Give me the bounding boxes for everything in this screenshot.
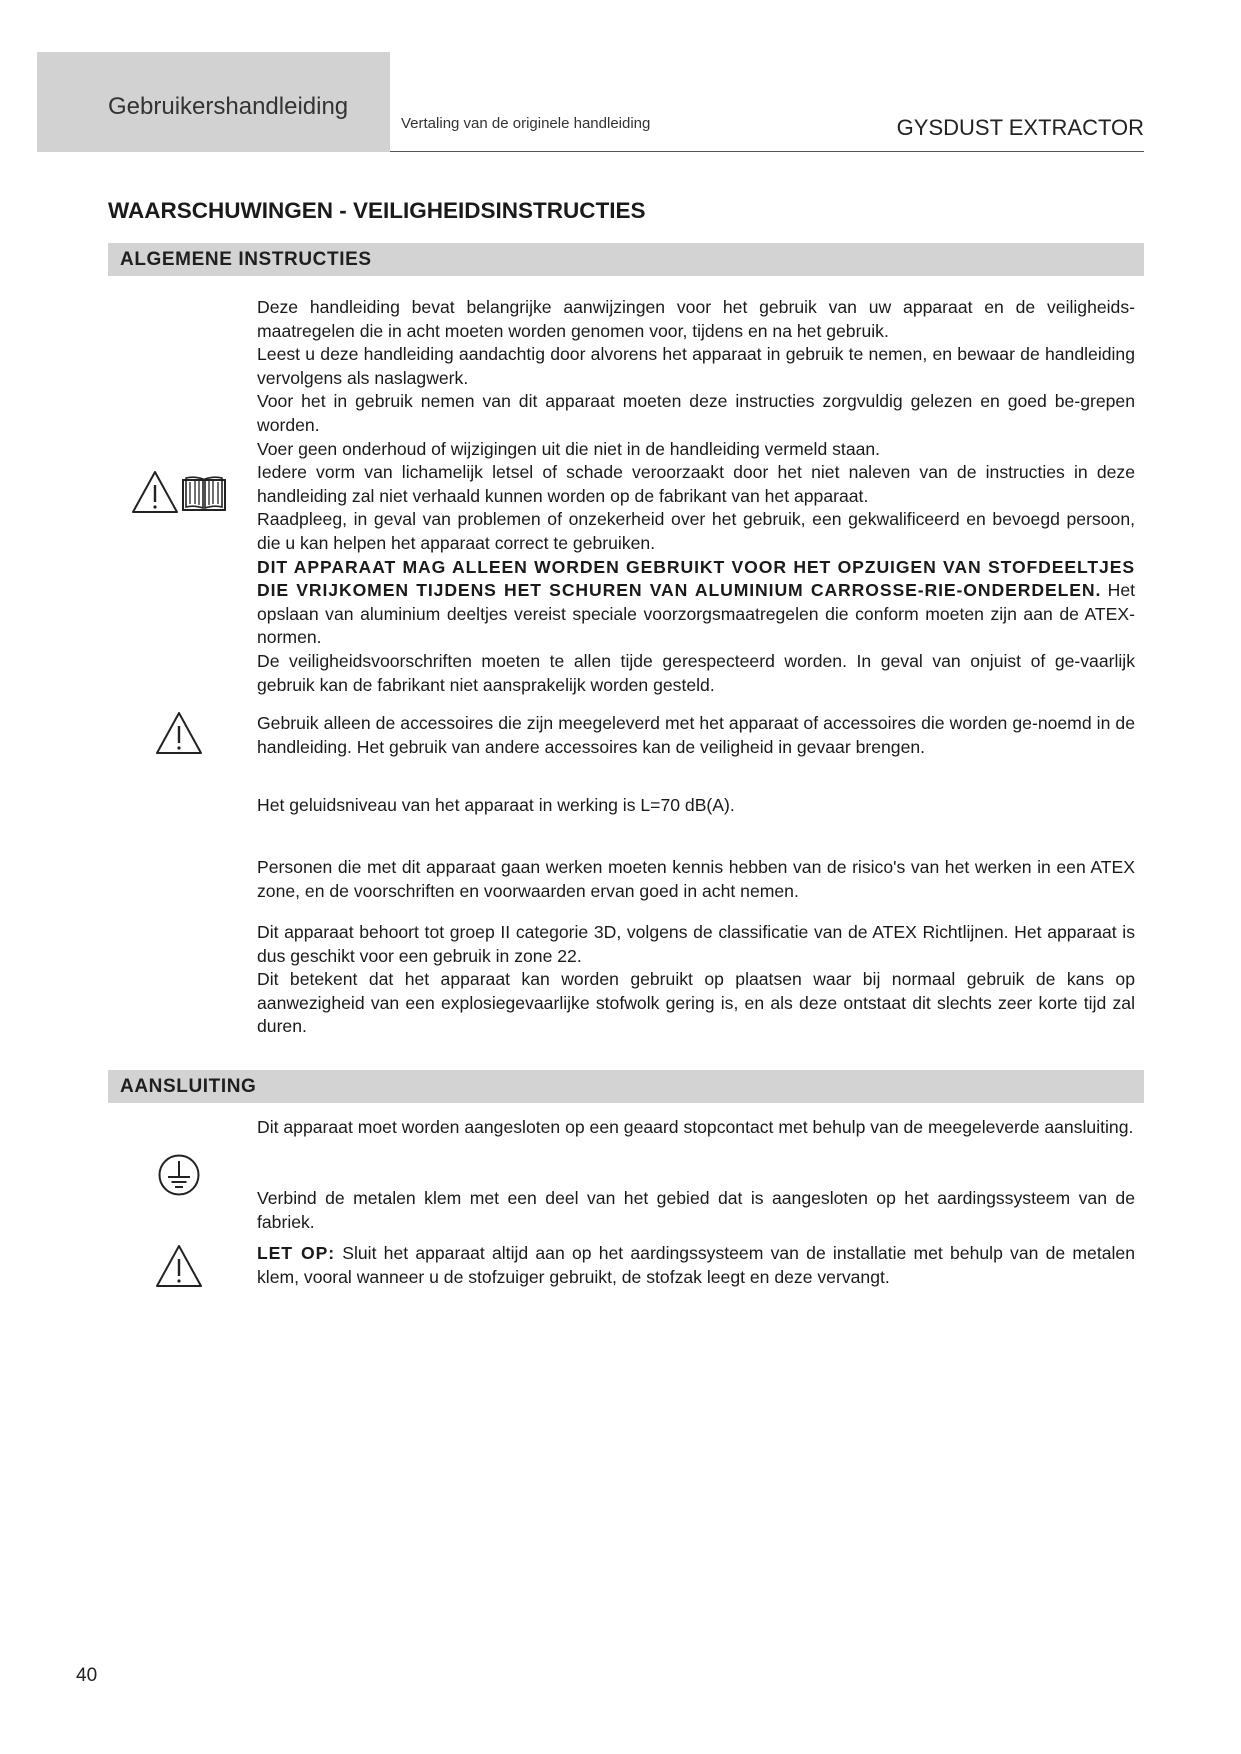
paragraph: Gebruik alleen de accessoires die zijn meegeleverd met het apparaat of accessoires die worden ge-noemd in de handleiding. Het gebruik van andere accessoires kan de veiligheid in gevaar brengen. <box>257 713 1135 757</box>
connection-warning-text <box>257 1242 1135 1289</box>
use-restriction-text: Het opslaan van aluminium deeltjes vereist speciale voorzorgsmaatregelen die conform moeten zijn aan de ATEX-normen. <box>257 580 1135 648</box>
atex-zone-text <box>257 856 1135 903</box>
warning-text: Sluit het apparaat altijd aan op het aardingssysteem van de installatie met behulp van de metalen klem, vooral wanneer u de stofzuiger gebruikt, de stofzak leegt en deze vervangt. <box>257 1243 1135 1287</box>
general-instructions-text <box>257 296 1135 697</box>
paragraph-use-restriction <box>257 556 1135 650</box>
paragraph: Voor het in gebruik nemen van dit apparaat moeten deze instructies zorgvuldig gelezen en goed be-grepen worden. <box>257 391 1135 435</box>
paragraph: Dit apparaat behoort tot groep II categorie 3D, volgens de classificatie van de ATEX Richtlijnen. Het apparaat is dus geschikt voor een gebruik in zone 22. <box>257 922 1135 966</box>
section-header-connection <box>108 1070 1144 1103</box>
use-restriction-bold: DIT APPARAAT MAG ALLEEN WORDEN GEBRUIKT VOOR HET OPZUIGEN VAN STOFDEELTJES DIE VRIJKOMEN TIJDENS HET SCHUREN VAN ALUMINIUM CARROSSE-RIE-ONDERDELEN. <box>257 556 1135 601</box>
read-manual-icon <box>181 474 227 512</box>
paragraph: De veiligheidsvoorschriften moeten te allen tijde gerespecteerd worden. In geval van onjuist of ge-vaarlijk gebruik kan de fabrikant niet aansprakelijk worden gesteld. <box>257 650 1135 695</box>
paragraph-warning <box>257 1242 1135 1289</box>
manual-title: Gebruikershandleiding <box>108 93 349 120</box>
paragraph: Personen die met dit apparaat gaan werken moeten kennis hebben van de risico's van het werken in een ATEX zone, en de voorschriften en voorwaarden ervan goed in acht nemen. <box>257 857 1135 901</box>
accessories-text <box>257 712 1135 759</box>
product-name: GYSDUST EXTRACTOR <box>896 115 1144 140</box>
paragraph: Voer geen onderhoud of wijzigingen uit die niet in de handleiding vermeld staan. <box>257 438 881 459</box>
paragraph: Leest u deze handleiding aandachtig door alvorens het apparaat in gebruik te nemen, en bewaar de handleiding vervolgens als naslagwerk. <box>257 344 1135 388</box>
connection-clamp-text <box>257 1187 1135 1234</box>
noise-level-text <box>257 794 1135 818</box>
translation-note: Vertaling van de originele handleiding <box>401 115 651 132</box>
header-rule <box>390 151 1144 152</box>
paragraph: Dit apparaat moet worden aangesloten op een geaard stopcontact met behulp van de meegeleverde aansluiting. <box>257 1117 1134 1137</box>
paragraph: Verbind de metalen klem met een deel van het gebied dat is aangesloten op het aardingssysteem van de fabriek. <box>257 1188 1135 1232</box>
section-heading-general: ALGEMENE INSTRUCTIES <box>120 249 372 270</box>
warning-icon <box>155 1244 203 1288</box>
atex-category-text <box>257 921 1135 1039</box>
page-title: WAARSCHUWINGEN - VEILIGHEIDSINSTRUCTIES <box>108 198 646 223</box>
section-header-general <box>108 243 1144 276</box>
page-number: 40 <box>76 1665 98 1686</box>
warning-icon <box>155 711 203 755</box>
section-heading-connection: AANSLUITING <box>120 1076 257 1097</box>
paragraph: Raadpleeg, in geval van problemen of onzekerheid over het gebruik, een gekwalificeerd en bevoegd persoon, die u kan helpen het apparaat correct te gebruiken. <box>257 509 1135 553</box>
warning-icon <box>131 470 179 514</box>
paragraph: Deze handleiding bevat belangrijke aanwijzingen voor het gebruik van uw apparaat en de veiligheids-maatregelen die in acht moeten worden genomen voor, tijdens en na het gebruik. <box>257 297 1135 341</box>
connection-socket-text <box>257 1116 1135 1140</box>
paragraph: Iedere vorm van lichamelijk letsel of schade veroorzaakt door het niet naleven van de instructies in deze handleiding zal niet verhaald kunnen worden op de fabrikant van het apparaat. <box>257 462 1135 506</box>
warning-label: LET OP: <box>257 1243 336 1263</box>
paragraph: Dit betekent dat het apparaat kan worden gebruikt op plaatsen waar bij normaal gebruik de kans op aanwezigheid van een explosiegevaarlijke stofwolk gering is, en als deze ontstaat dit slechts zeer korte tijd zal duren. <box>257 969 1135 1037</box>
ground-icon <box>157 1153 201 1197</box>
paragraph: Het geluidsniveau van het apparaat in werking is L=70 dB(A). <box>257 795 735 815</box>
